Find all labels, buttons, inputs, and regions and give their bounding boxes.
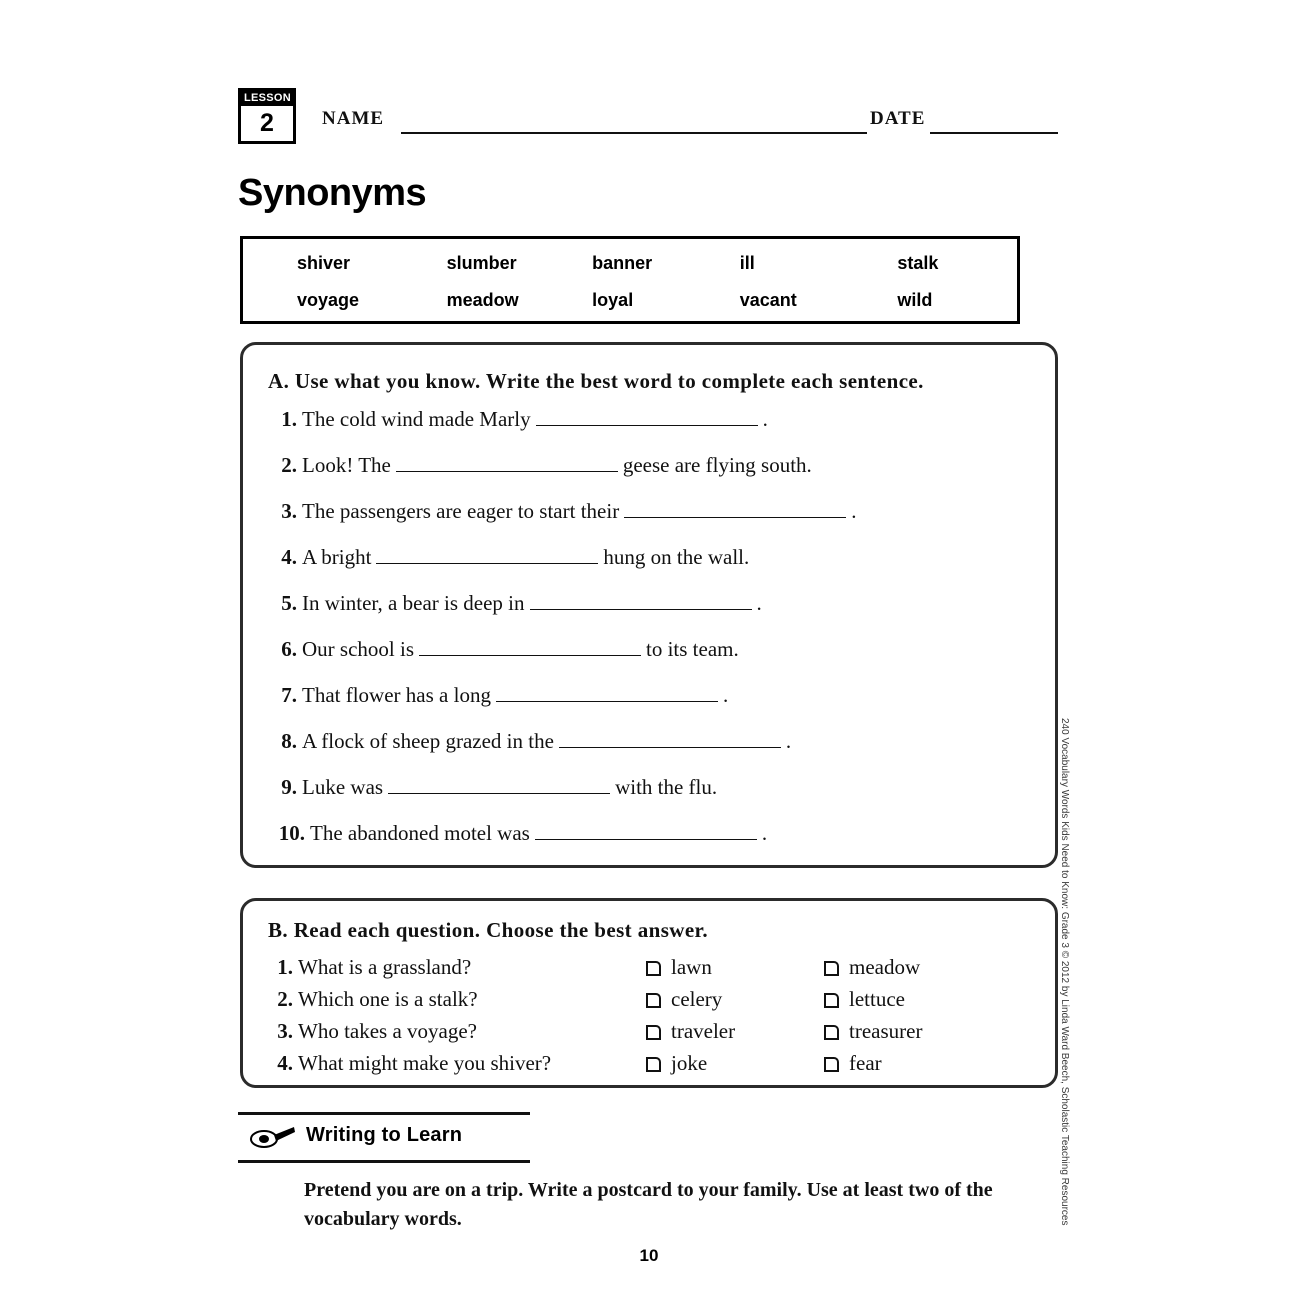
item-text-before: In winter, a bear is deep in <box>302 591 525 615</box>
section-b-items <box>271 955 1039 1083</box>
list-item <box>271 637 1035 683</box>
question-text: Who takes a voyage? <box>298 1019 478 1043</box>
section-a-letter: A. <box>268 369 290 393</box>
item-number: 4. <box>281 545 297 569</box>
checkbox-icon[interactable] <box>646 1025 661 1040</box>
choice-label: lettuce <box>849 987 905 1011</box>
item-text-after: . <box>762 407 768 431</box>
section-a-heading <box>268 369 924 394</box>
answer-blank[interactable] <box>624 500 846 518</box>
list-item <box>271 1051 1039 1083</box>
choice-label: treasurer <box>849 1019 923 1043</box>
section-a-instruction: Use what you know. Write the best word to complete each sentence. <box>294 369 924 393</box>
name-label: NAME <box>322 108 385 129</box>
choice-label: joke <box>671 1051 708 1075</box>
answer-blank[interactable] <box>559 730 781 748</box>
item-number: 2. <box>277 987 293 1011</box>
item-text-before: A flock of sheep grazed in the <box>302 729 554 753</box>
item-number: 2. <box>281 453 297 477</box>
item-text-before: A bright <box>302 545 372 569</box>
choice-option[interactable] <box>824 1019 1002 1044</box>
item-number: 4. <box>277 1051 293 1075</box>
word-bank-word: loyal <box>592 290 634 310</box>
word-bank-word: voyage <box>297 290 360 310</box>
word-bank-row <box>243 239 1017 280</box>
answer-blank[interactable] <box>530 592 752 610</box>
item-number: 1. <box>277 955 293 979</box>
item-number: 3. <box>277 1019 293 1043</box>
writing-to-learn-title: Writing to Learn <box>306 1124 463 1146</box>
word-bank-row <box>243 280 1017 321</box>
section-b-letter: B. <box>268 918 289 942</box>
section-b <box>240 898 1058 1088</box>
choice-label: lawn <box>671 955 712 979</box>
page-number: 10 <box>639 1246 659 1265</box>
word-bank-word: shiver <box>297 253 351 273</box>
item-text-before: Luke was <box>302 775 384 799</box>
item-number: 10. <box>278 821 305 845</box>
section-b-heading <box>268 918 708 943</box>
item-text-before: That flower has a long <box>302 683 491 707</box>
question-text: What is a grassland? <box>298 955 472 979</box>
item-number: 5. <box>281 591 297 615</box>
checkbox-icon[interactable] <box>824 961 839 976</box>
item-number: 6. <box>281 637 297 661</box>
item-text-before: Look! The <box>302 453 391 477</box>
item-number: 8. <box>281 729 297 753</box>
word-bank-word: slumber <box>446 253 517 273</box>
choice-label: meadow <box>849 955 921 979</box>
list-item <box>271 407 1035 453</box>
list-item <box>271 499 1035 545</box>
answer-blank[interactable] <box>496 684 718 702</box>
divider-bottom <box>238 1160 530 1163</box>
answer-blank[interactable] <box>536 408 758 426</box>
sidebar-credit: 240 Vocabulary Words Kids Need to Know: Grade 3 © 2012 by Linda Ward Beech, Scholastic Teaching Resources <box>1059 718 1070 1226</box>
item-text-after: . <box>761 821 768 845</box>
item-text-after: geese are flying south. <box>622 453 812 477</box>
checkbox-icon[interactable] <box>646 993 661 1008</box>
checkbox-icon[interactable] <box>646 1057 661 1072</box>
pencil-icon <box>244 1122 296 1152</box>
item-text-before: The abandoned motel was <box>310 821 530 845</box>
item-text-after: . <box>756 591 762 615</box>
choice-label: celery <box>671 987 723 1011</box>
writing-to-learn-prompt: Pretend you are on a trip. Write a postcard to your family. Use at least two of the vocabulary words. <box>304 1179 993 1230</box>
answer-blank[interactable] <box>376 546 598 564</box>
list-item <box>271 683 1035 729</box>
list-item <box>271 955 1039 987</box>
list-item <box>271 821 1035 867</box>
list-item <box>271 987 1039 1019</box>
answer-blank[interactable] <box>396 454 618 472</box>
lesson-badge <box>238 88 296 144</box>
word-bank-word: wild <box>897 290 933 310</box>
date-input-line[interactable] <box>930 132 1058 134</box>
choice-label: fear <box>849 1051 882 1075</box>
item-text-after: . <box>722 683 729 707</box>
page-header <box>238 88 1058 144</box>
answer-blank[interactable] <box>388 776 610 794</box>
item-text-after: . <box>851 499 857 523</box>
list-item <box>271 453 1035 499</box>
word-bank <box>240 236 1020 324</box>
item-text-after: with the flu. <box>615 775 718 799</box>
item-number: 3. <box>281 499 297 523</box>
choice-option[interactable] <box>824 987 1002 1012</box>
choice-option[interactable] <box>646 1051 824 1076</box>
choice-option[interactable] <box>824 1051 1002 1076</box>
item-number: 1. <box>281 407 297 431</box>
item-text-before: Our school is <box>302 637 414 661</box>
item-text-after: hung on the wall. <box>603 545 750 569</box>
list-item <box>271 591 1035 637</box>
answer-blank[interactable] <box>535 822 757 840</box>
lesson-number: 2 <box>260 109 274 137</box>
choice-label: traveler <box>671 1019 736 1043</box>
item-number: 7. <box>281 683 297 707</box>
date-label: DATE <box>870 108 926 129</box>
page-title: Synonyms <box>238 172 427 214</box>
section-b-instruction: Read each question. Choose the best answer. <box>293 918 708 942</box>
checkbox-icon[interactable] <box>646 961 661 976</box>
answer-blank[interactable] <box>419 638 641 656</box>
checkbox-icon[interactable] <box>824 1057 839 1072</box>
list-item <box>271 1019 1039 1051</box>
word-bank-word: vacant <box>739 290 797 310</box>
word-bank-word: ill <box>739 253 755 273</box>
section-a <box>240 342 1058 868</box>
divider-top <box>238 1112 530 1115</box>
choice-option[interactable] <box>646 1019 824 1044</box>
word-bank-word: banner <box>592 253 653 273</box>
item-number: 9. <box>281 775 297 799</box>
item-text-before: The passengers are eager to start their <box>302 499 620 523</box>
word-bank-word: stalk <box>897 253 939 273</box>
choice-option[interactable] <box>646 987 824 1012</box>
choice-option[interactable] <box>824 955 1002 980</box>
word-bank-word: meadow <box>446 290 519 310</box>
name-input-line[interactable] <box>401 132 867 134</box>
list-item <box>271 729 1035 775</box>
item-text-before: The cold wind made Marly <box>302 407 531 431</box>
question-text: Which one is a stalk? <box>298 987 478 1011</box>
lesson-label: LESSON <box>241 91 293 106</box>
item-text-after: . <box>785 729 792 753</box>
choice-option[interactable] <box>646 955 824 980</box>
question-text: What might make you shiver? <box>298 1051 552 1075</box>
item-text-after: to its team. <box>646 637 739 661</box>
section-a-items <box>271 407 1035 867</box>
list-item <box>271 545 1035 591</box>
list-item <box>271 775 1035 821</box>
checkbox-icon[interactable] <box>824 1025 839 1040</box>
checkbox-icon[interactable] <box>824 993 839 1008</box>
